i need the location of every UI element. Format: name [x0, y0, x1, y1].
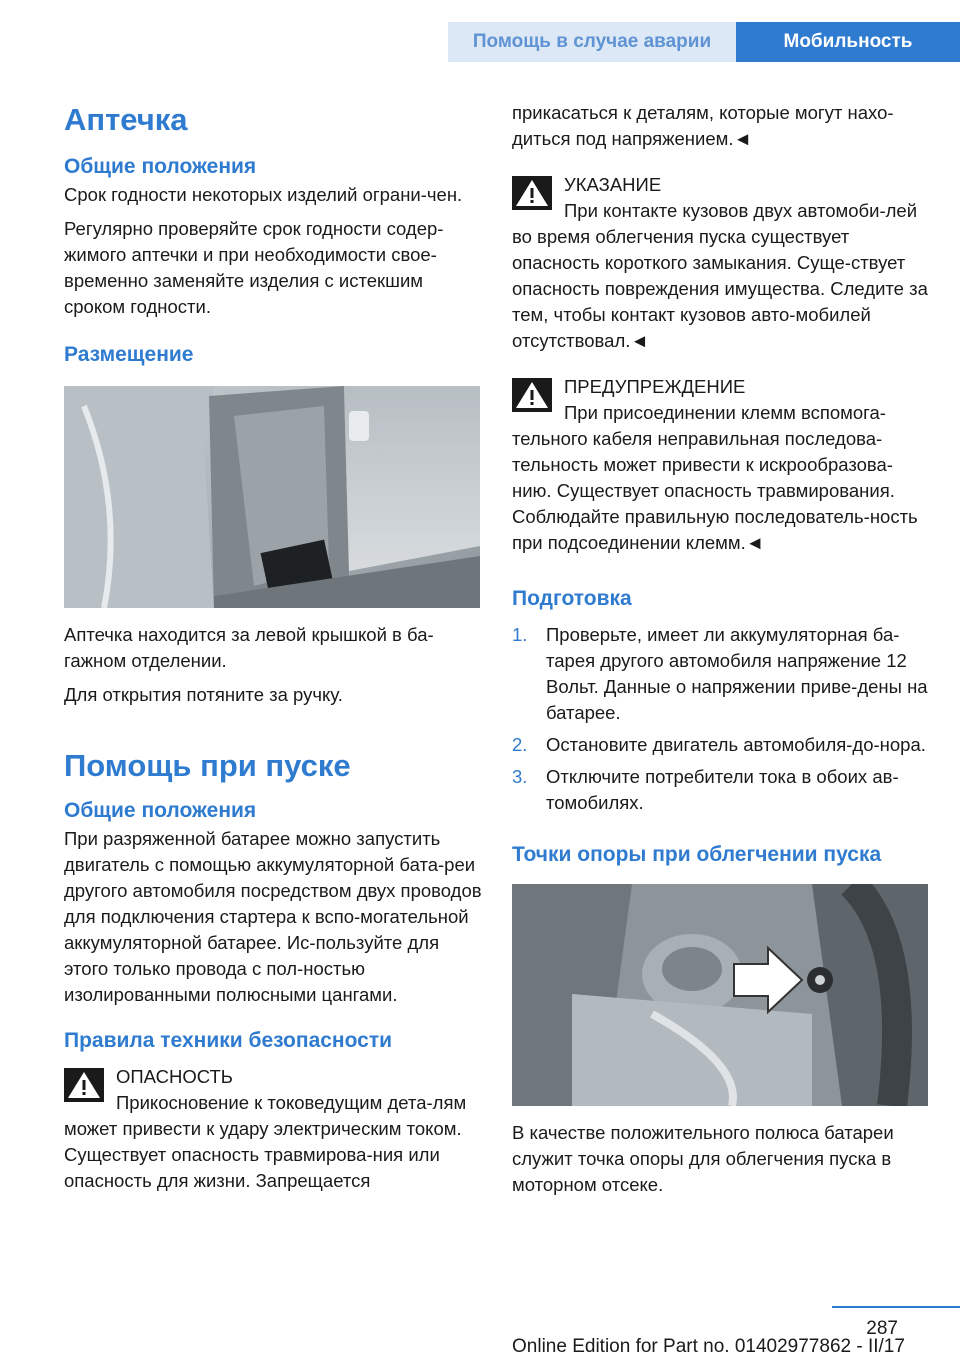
- warning-icon: [64, 1068, 104, 1102]
- page-number: 287: [866, 1318, 898, 1339]
- notice-title: ПРЕДУПРЕЖДЕНИЕ: [564, 376, 746, 397]
- notice-text: При контакте кузовов двух автомоби-лей во время облегчения пуска существует опасность короткого замыкания. Суще-ствует опасность повреждения имущества. Следите за тем, чтобы контакт кузовов авто-мобилей отсутствовал.◄: [512, 200, 928, 351]
- notice-text: Прикосновение к токоведущим дета-лям может привести к удару электрическим током. Существует опасность травмирова-ния или опасность для жизни. Запрещается: [64, 1092, 467, 1191]
- trunk-photo: [64, 386, 480, 608]
- section-tab[interactable]: Помощь в случае аварии: [448, 22, 736, 62]
- danger-notice: [64, 1064, 482, 1194]
- warning-notice: [512, 374, 928, 556]
- subheading-general: Общие положения: [64, 799, 257, 822]
- engine-bay-photo: [512, 884, 928, 1106]
- note-notice: [512, 172, 928, 354]
- footer-rule: [832, 1306, 960, 1308]
- paragraph: Регулярно проверяйте срок годности содер-жимого аптечки и при необходимости свое-временно заменяйте изделия с истекшим сроком годности.: [64, 218, 444, 317]
- paragraph: Аптечка находится за левой крышкой в ба-гажном отделении.: [64, 624, 434, 671]
- right-column: [512, 100, 928, 1198]
- paragraph: Для открытия потяните за ручку.: [64, 684, 343, 705]
- subheading-general: Общие положения: [64, 155, 257, 178]
- notice-title: УКАЗАНИЕ: [564, 174, 662, 195]
- paragraph: Срок годности некоторых изделий ограни-чен.: [64, 184, 463, 205]
- paragraph: В качестве положительного полюса батареи служит точка опоры для облегчения пуска в моторном отсеке.: [512, 1122, 894, 1195]
- notice-text: При присоединении клемм вспомога-тельного кабеля неправильная последова-тельность может привести к искрообразова-нию. Существует опасность травмирования. Соблюдайте правильную последователь-ность при подсоединении клемм.◄: [512, 402, 918, 553]
- page-header: [448, 22, 960, 62]
- subheading-preparation: Подготовка: [512, 587, 632, 610]
- heading-jump-start: Помощь при пуске: [64, 748, 351, 783]
- paragraph: прикасаться к деталям, которые могут нахо-диться под напряжением.◄: [512, 102, 894, 149]
- edition-footer: Online Edition for Part no. 01402977862 - II/17: [512, 1336, 905, 1357]
- steps-list: [512, 622, 928, 816]
- warning-icon: [512, 176, 552, 210]
- subheading-safety: Правила техники безопасности: [64, 1029, 393, 1052]
- left-column: [64, 100, 482, 1194]
- notice-title: ОПАСНОСТЬ: [116, 1066, 233, 1087]
- list-item: 2. Остановите двигатель автомобиля-до-нора.: [512, 734, 926, 755]
- list-item: 1. Проверьте, имеет ли аккумуляторная ба-тарея другого автомобиля напряжение 12 Вольт. Данные о напряжении приве-дены на батарее.: [512, 624, 928, 723]
- subheading-placement: Размещение: [64, 343, 194, 366]
- list-item: 3. Отключите потребители тока в обоих ав-томобилях.: [512, 766, 899, 813]
- warning-icon: [512, 378, 552, 412]
- subheading-jump-points: Точки опоры при облегчении пуска: [512, 843, 882, 866]
- paragraph: При разряженной батарее можно запустить двигатель с помощью аккумуляторной бата-реи другого автомобиля посредством двух проводов для подключения стартера к вспо-могательной аккумуляторной батарее. Ис-пользуйте для этого только провода с пол-ностью изолированными полюсными цангами.: [64, 828, 482, 1005]
- heading-first-aid-kit: Аптечка: [64, 102, 188, 137]
- chapter-tab[interactable]: Мобильность: [736, 22, 960, 62]
